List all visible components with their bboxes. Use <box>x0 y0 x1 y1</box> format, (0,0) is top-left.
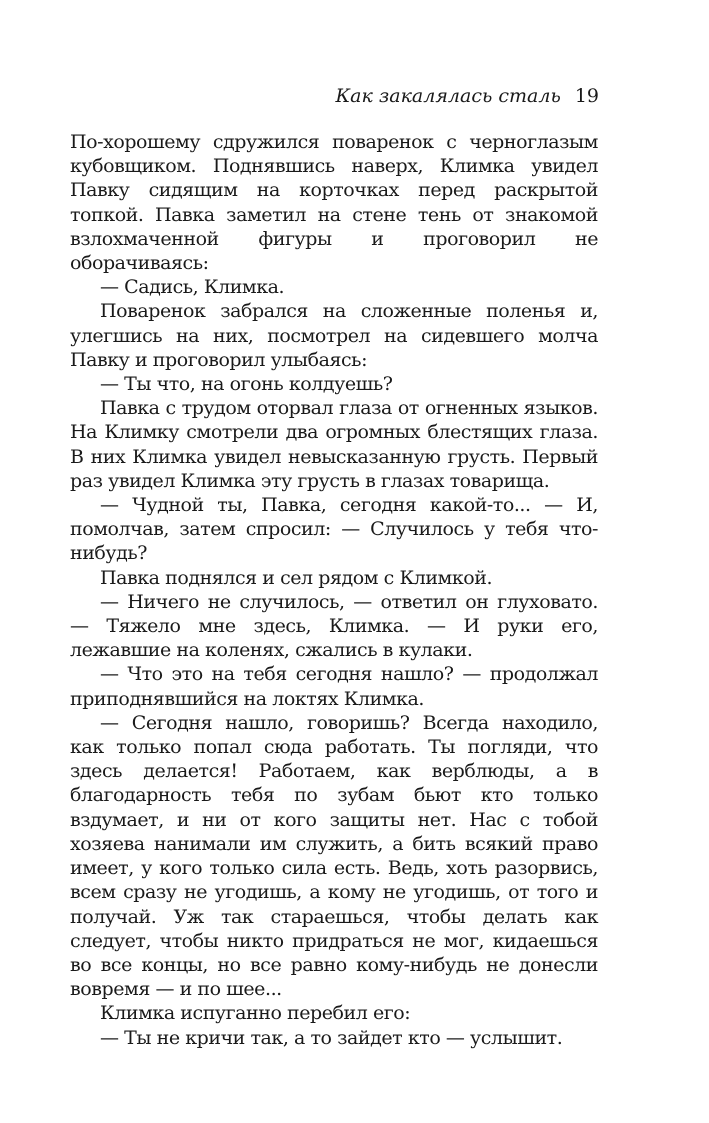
paragraph: Поваренок забрался на сложенные поленья и, улегшись на них, посмотрел на сидевшего молча Павку и проговорил улыбаясь: <box>70 300 598 371</box>
paragraph: По-хорошему сдружился поваренок с черноглазым кубовщиком. Поднявшись наверх, Климка увидел Павку сидящим на корточках перед раскрытой топкой. Павка заметил на стене тень от знакомой взлохмаченной фигуры и проговорил не оборачиваясь: <box>70 131 598 275</box>
running-header <box>335 84 599 108</box>
body-text <box>70 130 598 1050</box>
paragraph: — Что это на тебя сегодня нашло? — продолжал приподнявшийся на локтях Климка. <box>70 663 598 710</box>
paragraph: — Чудной ты, Павка, сегодня какой-то... — И, помолчав, затем спросил: — Случилось у тебя что-нибудь? <box>70 494 598 565</box>
paragraph: Климка испуганно перебил его: <box>100 1002 411 1025</box>
paragraph: — Сегодня нашло, говоришь? Всегда находило, как только попал сюда работать. Ты погляди, что здесь делается! Работаем, как верблюды, а в благодарность тебя по зубам бьют кто только вздумает, и ни от кого защиты нет. Нас с тобой хозяева нанимали им служить, а бить всякий право имеет, у кого только сила есть. Ведь, хоть разорвись, всем сразу не угодишь, а кому не угодишь, от того и получай. Уж так стараешься, чтобы делать как следует, чтобы никто придраться не мог, кидаешься во все концы, но все равно кому-нибудь не донесли вовремя — и по шее... <box>70 711 598 1001</box>
page-number: 19 <box>574 85 599 107</box>
paragraph: — Ты не кричи так, а то зайдет кто — услышит. <box>100 1026 563 1049</box>
paragraph: — Ничего не случилось, — ответил он глуховато. — Тяжело мне здесь, Климка. — И руки его, лежавшие на коленях, сжались в кулаки. <box>70 590 598 662</box>
book-title: Как закалялась сталь <box>335 85 561 107</box>
paragraph: — Ты что, на огонь колдуешь? <box>100 373 393 396</box>
paragraph: Павка поднялся и сел рядом с Климкой. <box>100 566 493 589</box>
paragraph: Павка с трудом оторвал глаза от огненных языков. На Климку смотрели два огромных блестящих глаза. В них Климка увидел невысказанную грусть. Первый раз увидел Климка эту грусть в глазах товарища. <box>70 397 598 492</box>
paragraph: — Садись, Климка. <box>100 276 285 299</box>
